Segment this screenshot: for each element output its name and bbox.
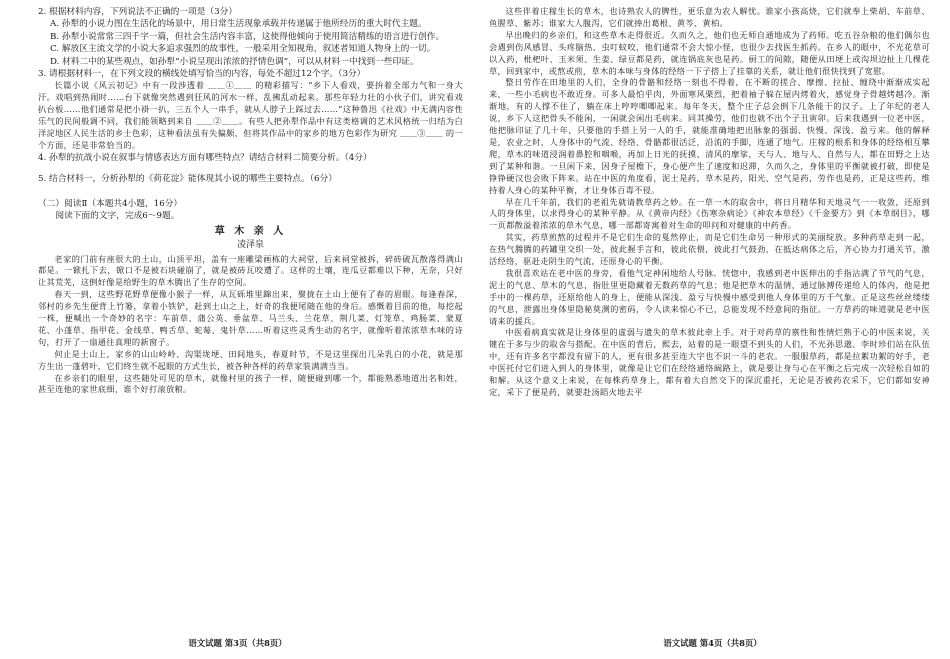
question-2-option-b: B. 孙犁小说常常三四千字一篇，但社会生活内容丰富，这使得他倾向于使用简洁精练的语言进行创作。 bbox=[50, 31, 445, 42]
question-5: 5. 结合材料一，分析孙犁的《荷花淀》能体现其小说的哪些主要特点。（6分） bbox=[38, 174, 337, 185]
article-author: 凌泽泉 bbox=[236, 239, 264, 250]
section-heading: （二）阅读Ⅱ（本题共4小题，16分） bbox=[38, 198, 183, 209]
question-4: 4. 孙犁的抗战小说在叙事与情感表达方面有哪些特点？请结合材料二简要分析。（4分） bbox=[38, 152, 372, 163]
right-page bbox=[475, 0, 950, 659]
article-paragraph: 春天一到，这些野花野草便像小猴子一样，从瓦砾堆里蹿出来，聚拢在土山上便有了春的眉眼。每逢春深，邻村的乡先生便背上竹篓，拿着小铁铲，赶到土山之上，好奇的我便尾随在他的身后。感慨着目前的他，每挖起一株，便喊出一个奇妙的名字：车前草、蒲公英、垂盆草、马兰头、兰花草、荆几菜、灯笼草、鸡肠菜、蒙夏花、小蓬草、指甲花、金线草、鸭舌草、蛇莓、鬼针草……听着这些灵秀生动的名字，就像听着浓浓草木味的诗句，打开了一扇通往真理的新窗子。 bbox=[38, 289, 463, 347]
reading-instructions: 阅读下面的文字，完成6～9题。 bbox=[55, 211, 180, 222]
article-paragraph: 早出晚归的乡亲们，和这些草木走得很近。久而久之，他们也无师自通地成为了药师。吃五谷杂粮的他们偶尔也会遇到伤风感冒、头疼脑热、虫叮蚊咬，他们通常不会大惊小怪，也很少去找医生抓药。在乡人的眼中，不光花草可以入药，枇杷叶、玉米须、生姜、绿豆都是药，就连锅底灰也是药。厨工的间隙，随便从田埂上或沟坝边扯上几棵花草，回到家中，或熬或煎，草木的本味与身体的经络一下子搭上了挂靠的关系，就让他们很快找到了宽慰。 bbox=[489, 29, 930, 76]
page-footer: 语文试题 第4页（共8页） bbox=[663, 638, 762, 648]
article-paragraph: 老家的门前有座很大的土山，山顶平坦，盖有一座雕梁画栋的大祠堂，后来祠堂被拆，碎砖破瓦散落得满山都是。一锨扎下去，锨口不是被石块碰崩了，就是被砖瓦咬遭了。这样的土壤，连瓜豆都难以下种，无奈，只好让其荒芜，这倒好像是给野生的草木腾出了生存的空间。 bbox=[38, 253, 463, 288]
article-title: 草 木 亲 人 bbox=[214, 225, 287, 237]
question-2-option-a: A. 孙犁的小说力图在生活化的场景中，用日常生活现象承载并传递属于他所经历的重大时代主题。 bbox=[50, 19, 427, 30]
question-2-option-c: C. 解放区主流文学的小说大多追求强烈的故事性，一般采用全知视角，叙述者知道人物身上的一切。 bbox=[50, 44, 436, 55]
question-2-stem: 2. 根据材料内容，下列说法不正确的一项是（3分） bbox=[38, 7, 238, 17]
question-3-passage: 长篇小说《风云初记》中有一段涉透着 ＿＿①＿＿ 的精彩描写：“乡下人看戏，要拚着全部力气和一身大汗。戏唱到热闹时……台下就像突然遇到狂风的河水一样，乱拂乱动起来。那些年轻力壮的小伙子们，讲究看戏扒台板……他们通常是把小褂一扒，三五个人一串手，就从人脖子上踩过去……”这种鲁迅《社戏》中无满内容性乐气的民间般调不同，我们能领略到来自 ＿＿②＿＿。有些人把孙犁作品中有这类格调的艺术风格统一归结为白洋淀地区人民生活的乡土色彩，这种看法虽有失偏颇，但将其作品中的家乡的地方色彩作为研究 ＿＿③＿＿ 的一个方面，还是非常恰当的。 bbox=[38, 80, 463, 150]
article-paragraph: 其实，药草煎熬的过程并不是它们生命的戛然停止，而是它们生命另一种形式的美丽绽放。多种药草走到一起，在热气腾腾的药罐里交织一处，彼此握手言和，彼此依偎，彼此打气鼓劲，在抵达病体之后，齐心协力打通关节，激活经络，驱赶走阴生的气流，还原身心的平衡。 bbox=[489, 232, 930, 267]
question-3-stem: 3. 请根据材料一，在下列文段的横线处填写恰当的内容，每处不超过12个字。（3分） bbox=[38, 69, 366, 80]
page-footer: 语文试题 第3页（共8页） bbox=[188, 638, 287, 648]
question-2-option-d: D. 材料二中的某些观点，如孙犁“小说呈现出浓浓的抒情色调”，可以从材料一中找到一些印证。 bbox=[50, 56, 419, 67]
article-paragraph: 何止是土山上，家乡的山山岭岭、沟渠垅埂、田间地头，春夏时节，不是这里探出几朵乳白的小花，就是那方生出一蓬碧叶，它们终生就不起眼的方式生长，被各种各样的药草家装满满当当。 bbox=[38, 348, 463, 371]
article-paragraph: 整日劳作在田地里的人们，全身的骨骼和经络一刻也不得着，在不断的搓合、摩擦、拉扯、缠绕中渐渐成实起来，一些小毛病也不敢近身。可多人最怕乎肉，外面寒风栗烈，把着袖子躲在屋内烤着火，感觉身子骨越烤越冷。渐渐地，有的人撑不住了，躺在床上哼哼唧唧起来。每年冬天，整个庄子总会倒下几条能干的汉子。上了年纪的老人说，乡下人这把骨头不能闲，一闲就会闲出毛病来。同其操劳，他们也就不出个子丑寅卯。后来我遇到一位老中医，他把脉印证了几十年，只要他的手搭上另一人的手，就能准确地把出脉象的强弱、快慢、深浅、盈亏来。他的解释是，农业之时，人身体中的气流、经络、骨骼都很活泛，沿流的手脚，连通了地气。庄稼的根系和身体的经络相互攀爬，草木的味道浸润着鼻腔和咽喉，再加上日光的抚摸、清风的摩挲，天与人、地与人、自然与人，都在田野之上达到了某种和谐。一旦闲下来，因身子屋檐下，身心便产生了速度和迟滞，久而久之，身体里的平衡就被打破，即使是铮铮硬汉也会败下阵来。站在中医的角度看，泥土是药，草木是药，阳光、空气是药，劳作也是药，正是这些药，维持着人身心的某种平衡，才让身体百毒不侵。 bbox=[489, 77, 930, 195]
article-paragraph: 这些伴着庄稼生长的草木，也诗熟农人的脾性，更乐意为农人解忧。谁家小孩高烧，它们就奉上柴胡、车前草、鱼腥草、紫苏；谁家大人腹泻，它们就捧出葛根、黄芩、黄柏。 bbox=[489, 6, 930, 28]
article-paragraph: 中医看病真实就是让身体里的虚弱与遗失的草木彼此牵上手。对于对药草的禀性和性情烂熟于心的中医来说，关键在于多与少的取舍与搭配。在中医的背后，熙去，站着的是一眼望不到头的人们，不光孙思邈、李时珍们站在队伍中，还有许多名字都没有留下的人，更有很多甚至连大字也不识一斗的老农。一服服草药，都是拉絮功絮的好手，老中医托付它们进入到人的身体里，就像是让它们在经络通络阔路上，就是要让身与心在平衡之后完成一次轻松自如的和解。从这个意义上来说，在每株药草身上，都有着大自然交下的深沉重托，无论是否被药农采下，它们都如安神定，采下了便是药，就要赴汤蹈火地去平 bbox=[489, 327, 930, 397]
article-paragraph: 我很喜欢站在老中医的身旁，看他气定神闲地给人号脉。恍惚中，我感到老中医伸出的手指沾满了节气的气息，泥土的气息、草木的气息，指肚里更隐藏着无数药草的气息；他是把草木的温情，通过脉搏传递给人的体内，他是把手中的一棵药草，还原给他人的身上，便能从深浅、盈亏与快慢中感受到他人身体里的万千气象。正是这些丝丝缕缕的气息，泄露出身体里隐秘莫测的密码，令人读来惊心不已，总能发现不经意间的指征。一方草药的味道就是老中医请来的援兵。 bbox=[489, 267, 930, 326]
article-paragraph: 在乡亲们的眼里，这些随处可见的草木，就像村里的孩子一样，随便碰到哪一个，都能熟悉地道出名和姓，甚至连他的家世底细，谁个好打滚放粮。 bbox=[38, 372, 463, 395]
article-paragraph: 早在几千年前，我们的老祖先就请教草药之妙。在一草一木的取舍中，将日月精华和天地灵气一一收敛，还原到人的身体里，以求得身心的某种平静。从《黄帝内经》《伤寒杂病论》《神农本草经》《千金要方》到《本草纲目》，哪一页都散溢着浓浓的草木气息，哪一部都寄寓着对生命的叩问和对健康的中药香。 bbox=[489, 196, 930, 231]
